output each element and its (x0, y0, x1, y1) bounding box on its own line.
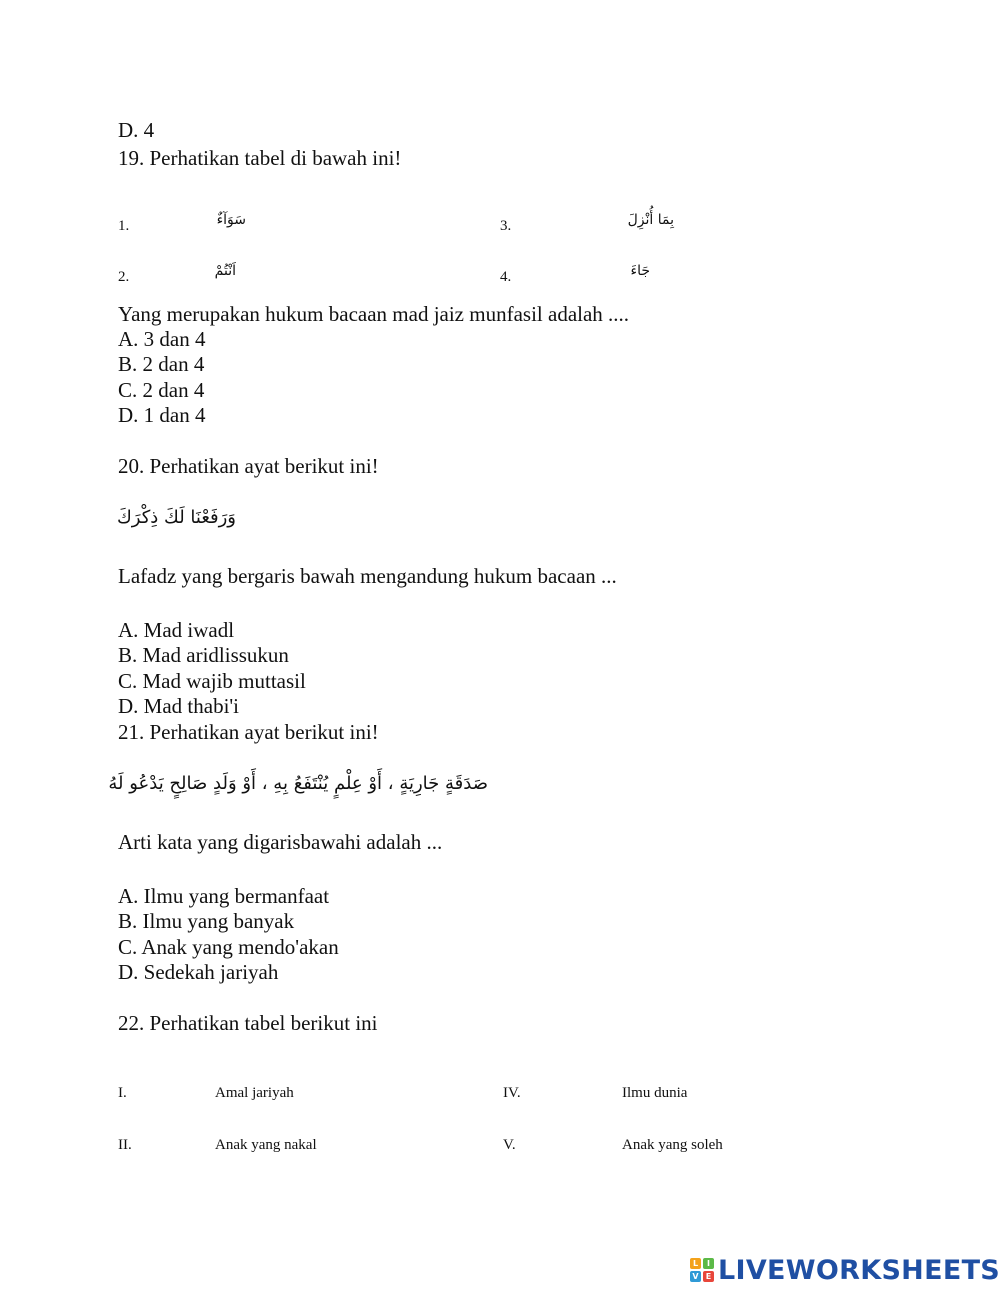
liveworksheets-logo[interactable] (690, 1255, 1000, 1285)
q19-table-arabic-3: بِمَا أُنْزِلَ (627, 212, 674, 228)
logo-mark-l: L (690, 1258, 701, 1269)
q22-table-text-4: Ilmu dunia (622, 1085, 688, 1101)
q20-option-c[interactable]: C. Mad wajib muttasil (118, 669, 306, 693)
q20-question: Lafadz yang bergaris bawah mengandung hukum bacaan ... (118, 564, 617, 588)
liveworksheets-logo-icon (690, 1258, 714, 1282)
q22-table-num-5: V. (503, 1137, 516, 1153)
q21-prompt: 21. Perhatikan ayat berikut ini! (118, 720, 379, 744)
liveworksheets-logo-text: LIVEWORKSHEETS (718, 1254, 1000, 1286)
q20-option-b[interactable]: B. Mad aridlissukun (118, 643, 289, 667)
q20-ayah: وَرَفَعْنَا لَكَ ذِكْرَكَ (116, 507, 236, 528)
q19-table-num-3: 3. (500, 218, 512, 234)
q19-table-num-1: 1. (118, 218, 130, 234)
q21-question: Arti kata yang digarisbawahi adalah ... (118, 830, 443, 854)
q21-option-a[interactable]: A. Ilmu yang bermanfaat (118, 884, 330, 908)
q22-prompt: 22. Perhatikan tabel berikut ini (118, 1011, 378, 1035)
logo-mark-v: V (690, 1271, 701, 1282)
q22-table-text-5: Anak yang soleh (622, 1137, 723, 1153)
q19-option-b[interactable]: B. 2 dan 4 (118, 352, 205, 376)
q19-option-c[interactable]: C. 2 dan 4 (118, 378, 205, 402)
logo-mark-i: I (703, 1258, 714, 1269)
q20-option-d[interactable]: D. Mad thabi'i (118, 694, 240, 718)
q19-prompt: 19. Perhatikan tabel di bawah ini! (118, 146, 402, 170)
q19-question: Yang merupakan hukum bacaan mad jaiz munfasil adalah .... (118, 302, 630, 326)
q22-table-num-2: II. (118, 1137, 132, 1153)
q18-option-d: D. 4 (118, 118, 155, 142)
q21-option-c[interactable]: C. Anak yang mendo'akan (118, 935, 339, 959)
q22-table-num-1: I. (118, 1085, 127, 1101)
q22-table-num-4: IV. (503, 1085, 521, 1101)
q20-prompt: 20. Perhatikan ayat berikut ini! (118, 454, 379, 478)
q19-option-d[interactable]: D. 1 dan 4 (118, 403, 206, 427)
q21-option-d[interactable]: D. Sedekah jariyah (118, 960, 279, 984)
q19-table-num-2: 2. (118, 269, 130, 285)
logo-mark-e: E (703, 1271, 714, 1282)
q19-table-arabic-1: سَوَآءٌ (216, 212, 246, 228)
q22-table-text-1: Amal jariyah (215, 1085, 294, 1101)
q21-ayah: صَدَقَةٍ جَارِيَةٍ ، أَوْ عِلْمٍ يُنْتَفَعُ بِهِ ، أَوْ وَلَدٍ صَالِحٍ يَدْعُو لَهُ (108, 773, 488, 794)
q21-option-b[interactable]: B. Ilmu yang banyak (118, 909, 295, 933)
q19-table-arabic-2: اَنْتُمْ (214, 263, 236, 279)
q19-table-num-4: 4. (500, 269, 512, 285)
q20-option-a[interactable]: A. Mad iwadl (118, 618, 235, 642)
q22-table-text-2: Anak yang nakal (215, 1137, 317, 1153)
q19-table-arabic-4: جَاءَ (630, 263, 650, 279)
q19-option-a[interactable]: A. 3 dan 4 (118, 327, 206, 351)
